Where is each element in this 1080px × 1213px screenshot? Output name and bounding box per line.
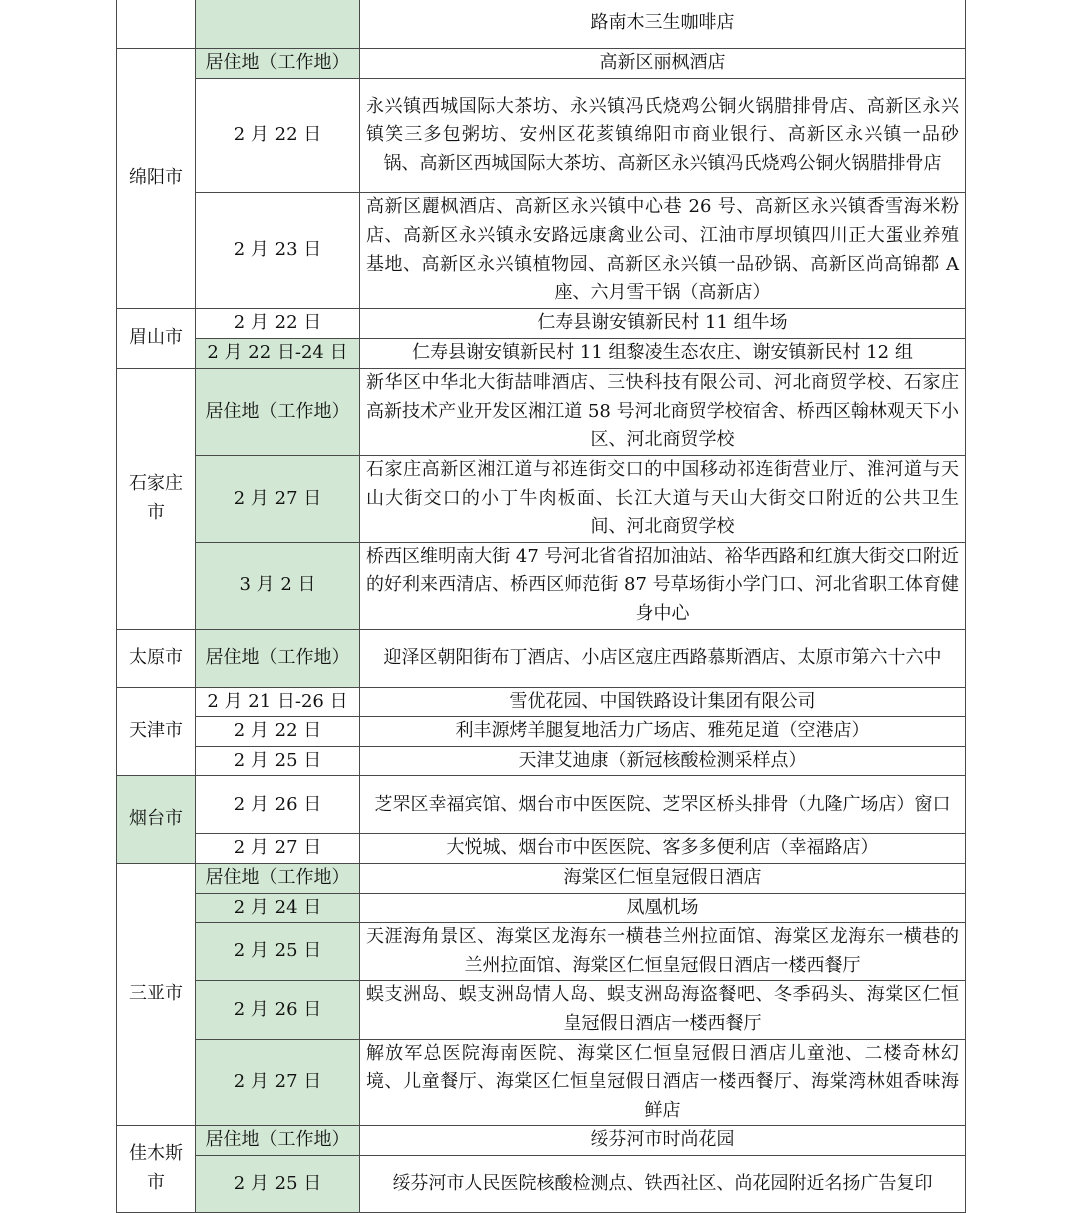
table-row [117,1155,966,1212]
date-cell: 2 月 22 日 [196,717,360,747]
date-cell: 2 月 24 日 [196,893,360,923]
table-row [117,834,966,864]
places-cell: 凤凰机场 [360,893,966,923]
table-row [117,923,966,981]
date-cell: 2 月 26 日 [196,776,360,834]
city-cell: 石家庄市 [117,369,196,630]
places-cell: 仁寿县谢安镇新民村 11 组牛场 [360,309,966,339]
places-cell: 海棠区仁恒皇冠假日酒店 [360,863,966,893]
places-cell: 永兴镇西城国际大茶坊、永兴镇冯氏烧鸡公铜火锅腊排骨店、高新区永兴镇笑三多包粥坊、安州区花荄镇绵阳市商业银行、高新区永兴镇一品砂锅、高新区西城国际大茶坊、高新区永兴镇冯氏烧鸡公铜火锅腊排骨店 [360,79,966,193]
table-row [117,981,966,1039]
city-cell [117,0,196,49]
table-row [117,309,966,339]
date-cell: 2 月 22 日-24 日 [196,339,360,369]
city-cell: 佳木斯市 [117,1126,196,1213]
city-cell: 三亚市 [117,863,196,1125]
date-cell: 2 月 27 日 [196,456,360,543]
table-row [117,1126,966,1156]
date-cell: 居住地（工作地） [196,49,360,79]
date-cell: 居住地（工作地） [196,369,360,456]
table-row [117,49,966,79]
table-row [117,369,966,456]
date-cell: 2 月 27 日 [196,1039,360,1126]
places-cell: 石家庄高新区湘江道与祁连街交口的中国移动祁连街营业厅、淮河道与天山大街交口的小丁牛肉板面、长江大道与天山大街交口附近的公共卫生间、河北商贸学校 [360,456,966,543]
itinerary-table [116,0,966,1213]
places-cell: 利丰源烤羊腿复地活力广场店、雅苑足道（空港店） [360,717,966,747]
table-row [117,1039,966,1126]
places-cell: 解放军总医院海南医院、海棠区仁恒皇冠假日酒店儿童池、二楼奇林幻境、儿童餐厅、海棠区仁恒皇冠假日酒店一楼西餐厅、海棠湾林姐香味海鲜店 [360,1039,966,1126]
places-cell: 高新区麗枫酒店、高新区永兴镇中心巷 26 号、高新区永兴镇香雪海米粉店、高新区永兴镇永安路远康禽业公司、江油市厚坝镇四川正大蛋业养殖基地、高新区永兴镇植物园、高新区永兴镇一品砂锅、高新区尚高锦都 A 座、六月雪干锅（高新店） [360,193,966,309]
city-cell: 太原市 [117,629,196,687]
date-cell: 2 月 25 日 [196,923,360,981]
places-cell: 桥西区维明南大街 47 号河北省省招加油站、裕华西路和红旗大街交口附近的好利来西清店、桥西区师范街 87 号草场街小学门口、河北省职工体育健身中心 [360,542,966,629]
table-row [117,776,966,834]
table-row [117,0,966,49]
table-row [117,893,966,923]
places-cell: 绥芬河市时尚花园 [360,1126,966,1156]
places-cell: 绥芬河市人民医院核酸检测点、铁西社区、尚花园附近名扬广告复印 [360,1155,966,1212]
places-cell: 新华区中华北大街喆啡酒店、三快科技有限公司、河北商贸学校、石家庄高新技术产业开发区湘江道 58 号河北商贸学校宿舍、桥西区翰林观天下小区、河北商贸学校 [360,369,966,456]
places-cell: 芝罘区幸福宾馆、烟台市中医医院、芝罘区桥头排骨（九隆广场店）窗口 [360,776,966,834]
places-cell: 天津艾迪康（新冠核酸检测采样点） [360,746,966,776]
city-cell: 绵阳市 [117,49,196,309]
places-cell: 高新区丽枫酒店 [360,49,966,79]
date-cell: 2 月 21 日-26 日 [196,687,360,717]
date-cell [196,0,360,49]
table-row [117,863,966,893]
date-cell: 居住地（工作地） [196,863,360,893]
places-cell: 雪优花园、中国铁路设计集团有限公司 [360,687,966,717]
city-cell: 天津市 [117,687,196,776]
places-cell: 路南木三生咖啡店 [360,0,966,49]
date-cell: 2 月 26 日 [196,981,360,1039]
table-row [117,717,966,747]
table-row [117,629,966,687]
city-cell: 烟台市 [117,776,196,864]
table-row [117,542,966,629]
date-cell: 居住地（工作地） [196,1126,360,1156]
date-cell: 居住地（工作地） [196,629,360,687]
table-row [117,687,966,717]
date-cell: 2 月 25 日 [196,746,360,776]
date-cell: 2 月 22 日 [196,309,360,339]
places-cell: 迎泽区朝阳街布丁酒店、小店区寇庄西路慕斯酒店、太原市第六十六中 [360,629,966,687]
city-cell: 眉山市 [117,309,196,369]
table-row [117,339,966,369]
places-cell: 大悦城、烟台市中医医院、客多多便利店（幸福路店） [360,834,966,864]
places-cell: 蜈支洲岛、蜈支洲岛情人岛、蜈支洲岛海盗餐吧、冬季码头、海棠区仁恒皇冠假日酒店一楼西餐厅 [360,981,966,1039]
date-cell: 2 月 27 日 [196,834,360,864]
table-row [117,79,966,193]
date-cell: 2 月 22 日 [196,79,360,193]
table-row [117,746,966,776]
places-cell: 天涯海角景区、海棠区龙海东一横巷兰州拉面馆、海棠区龙海东一横巷的兰州拉面馆、海棠区仁恒皇冠假日酒店一楼西餐厅 [360,923,966,981]
date-cell: 3 月 2 日 [196,542,360,629]
table-row [117,193,966,309]
places-cell: 仁寿县谢安镇新民村 11 组黎凌生态农庄、谢安镇新民村 12 组 [360,339,966,369]
itinerary-table-body [117,0,966,1212]
table-row [117,456,966,543]
date-cell: 2 月 25 日 [196,1155,360,1212]
date-cell: 2 月 23 日 [196,193,360,309]
